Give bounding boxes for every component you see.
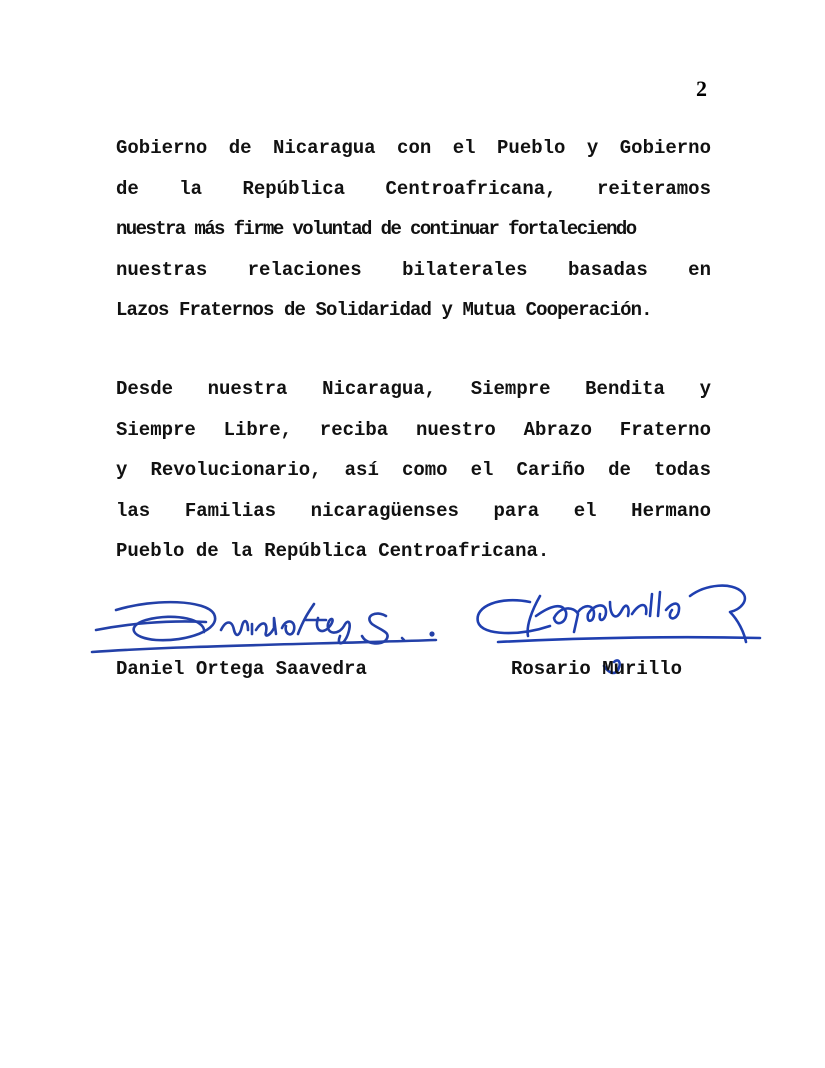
paragraph-closing-1 bbox=[116, 128, 711, 331]
signer-name-daniel-ortega: Daniel Ortega Saavedra bbox=[116, 658, 367, 680]
text-line: Pueblo de la República Centroafricana. bbox=[116, 540, 550, 562]
text-line: de la República Centroafricana, reiteramos bbox=[116, 177, 711, 200]
signature-daniel-ortega bbox=[86, 590, 446, 665]
text-line: Siempre Libre, reciba nuestro Abrazo Fraterno bbox=[116, 418, 711, 441]
text-line: nuestra más firme voluntad de continuar fortaleciendo bbox=[116, 218, 636, 240]
page-number: 2 bbox=[696, 76, 707, 101]
text-line: y Revolucionario, así como el Cariño de todas bbox=[116, 459, 711, 481]
text-line: Gobierno de Nicaragua con el Pueblo y Gobierno bbox=[116, 137, 711, 159]
text-line: las Familias nicaragüenses para el Hermano bbox=[116, 499, 711, 522]
paragraph-closing-2 bbox=[116, 369, 711, 572]
text-line: nuestras relaciones bilaterales basadas en bbox=[116, 258, 711, 281]
text-line: Lazos Fraternos de Solidaridad y Mutua Cooperación. bbox=[116, 299, 652, 321]
signer-name-rosario-murillo: Rosario Murillo bbox=[511, 658, 683, 680]
text-line: Desde nuestra Nicaragua, Siempre Bendita y bbox=[116, 378, 711, 400]
